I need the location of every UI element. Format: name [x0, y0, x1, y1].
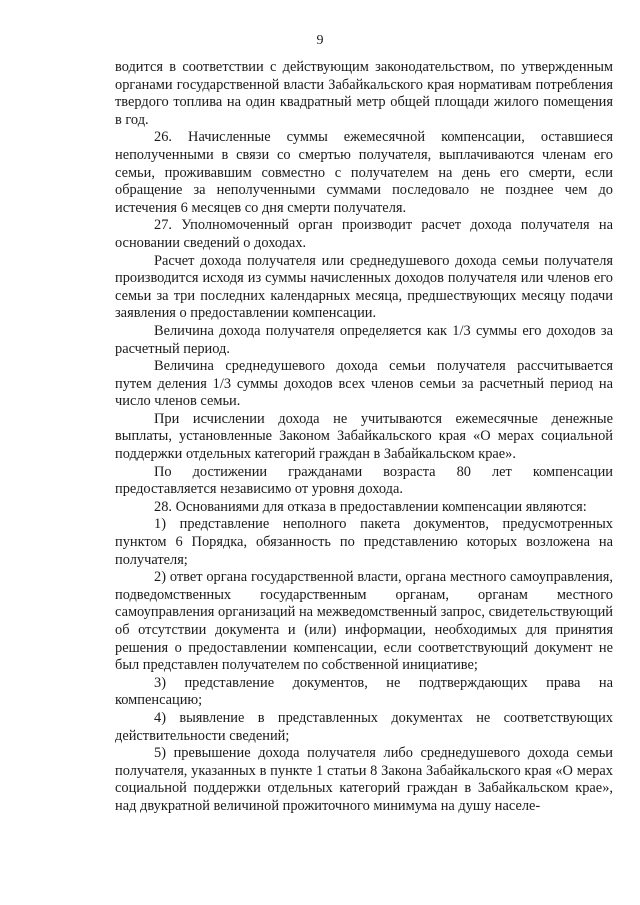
paragraph-continuation: водится в соответствии с действующим законодательством, по утвержденным органами государственной власти Забайкальского края нормативам потребления твердого топлива на один квадратный метр общей площади жилого помещения в год. [115, 59, 613, 128]
document-body [115, 59, 613, 816]
paragraph-item-28: 28. Основаниями для отказа в предоставлении компенсации являются: [154, 498, 587, 515]
paragraph-income-calculation: Расчет дохода получателя или среднедушевого дохода семьи получателя производится исходя из суммы начисленных доходов получателя или членов его семьи за три последних календарных месяца, предшествующих месяцу подачи заявления о предоставлении компенсации. [115, 252, 613, 322]
paragraph-item-26: 26. Начисленные суммы ежемесячной компенсации, оставшиеся неполученными в связи со смертью получателя, выплачиваются членам его семьи, проживавшим совместно с получателем на день его смерти, если обращение за неполученными суммами последовало не позднее чем до истечения 6 месяцев со дня смерти получателя. [115, 129, 613, 216]
paragraph-excluded-payments: При исчислении дохода не учитываются ежемесячные денежные выплаты, установленные Законом Забайкальского края «О мерах социальной поддержки отдельных категорий граждан в Забайкальском крае». [115, 410, 613, 463]
paragraph-item-27: 27. Уполномоченный орган производит расчет дохода получателя на основании сведений о доходах. [115, 217, 613, 251]
paragraph-income-amount: Величина дохода получателя определяется как 1/3 суммы его доходов за расчетный период. [115, 322, 613, 357]
list-item-3: 3) представление документов, не подтверждающих права на компенсацию; [115, 674, 613, 709]
paragraph-age-80: По достижении гражданами возраста 80 лет компенсации предоставляется независимо от уровня дохода. [115, 463, 613, 498]
page-number: 9 [316, 33, 324, 48]
paragraph-average-income: Величина среднедушевого дохода семьи получателя рассчитывается путем деления 1/3 суммы доходов всех членов семьи за расчетный период на число членов семьи. [115, 358, 613, 410]
list-item-2: 2) ответ органа государственной власти, органа местного самоуправления, подведомственных государственным органам, органам местного самоуправления организаций на межведомственный запрос, свидетельствующий об отсутствии документа и (или) информации, необходимых для принятия решения о предоставлении компенсации, если соответствующий документ не был представлен получателем по собственной инициативе; [115, 569, 613, 674]
list-item-4: 4) выявление в представленных документах не соответствующих действительности сведений; [115, 709, 613, 744]
list-item-1: 1) представление неполного пакета документов, предусмотренных пунктом 6 Порядка, обязанность по представлению которых возложена на получателя; [115, 516, 613, 568]
list-item-5: 5) превышение дохода получателя либо среднедушевого дохода семьи получателя, указанных в пункте 1 статьи 8 Закона Забайкальского края «О мерах социальной поддержки отдельных категорий граждан в Забайкальском крае», над двукратной величиной прожиточного минимума на душу населе- [115, 745, 613, 814]
